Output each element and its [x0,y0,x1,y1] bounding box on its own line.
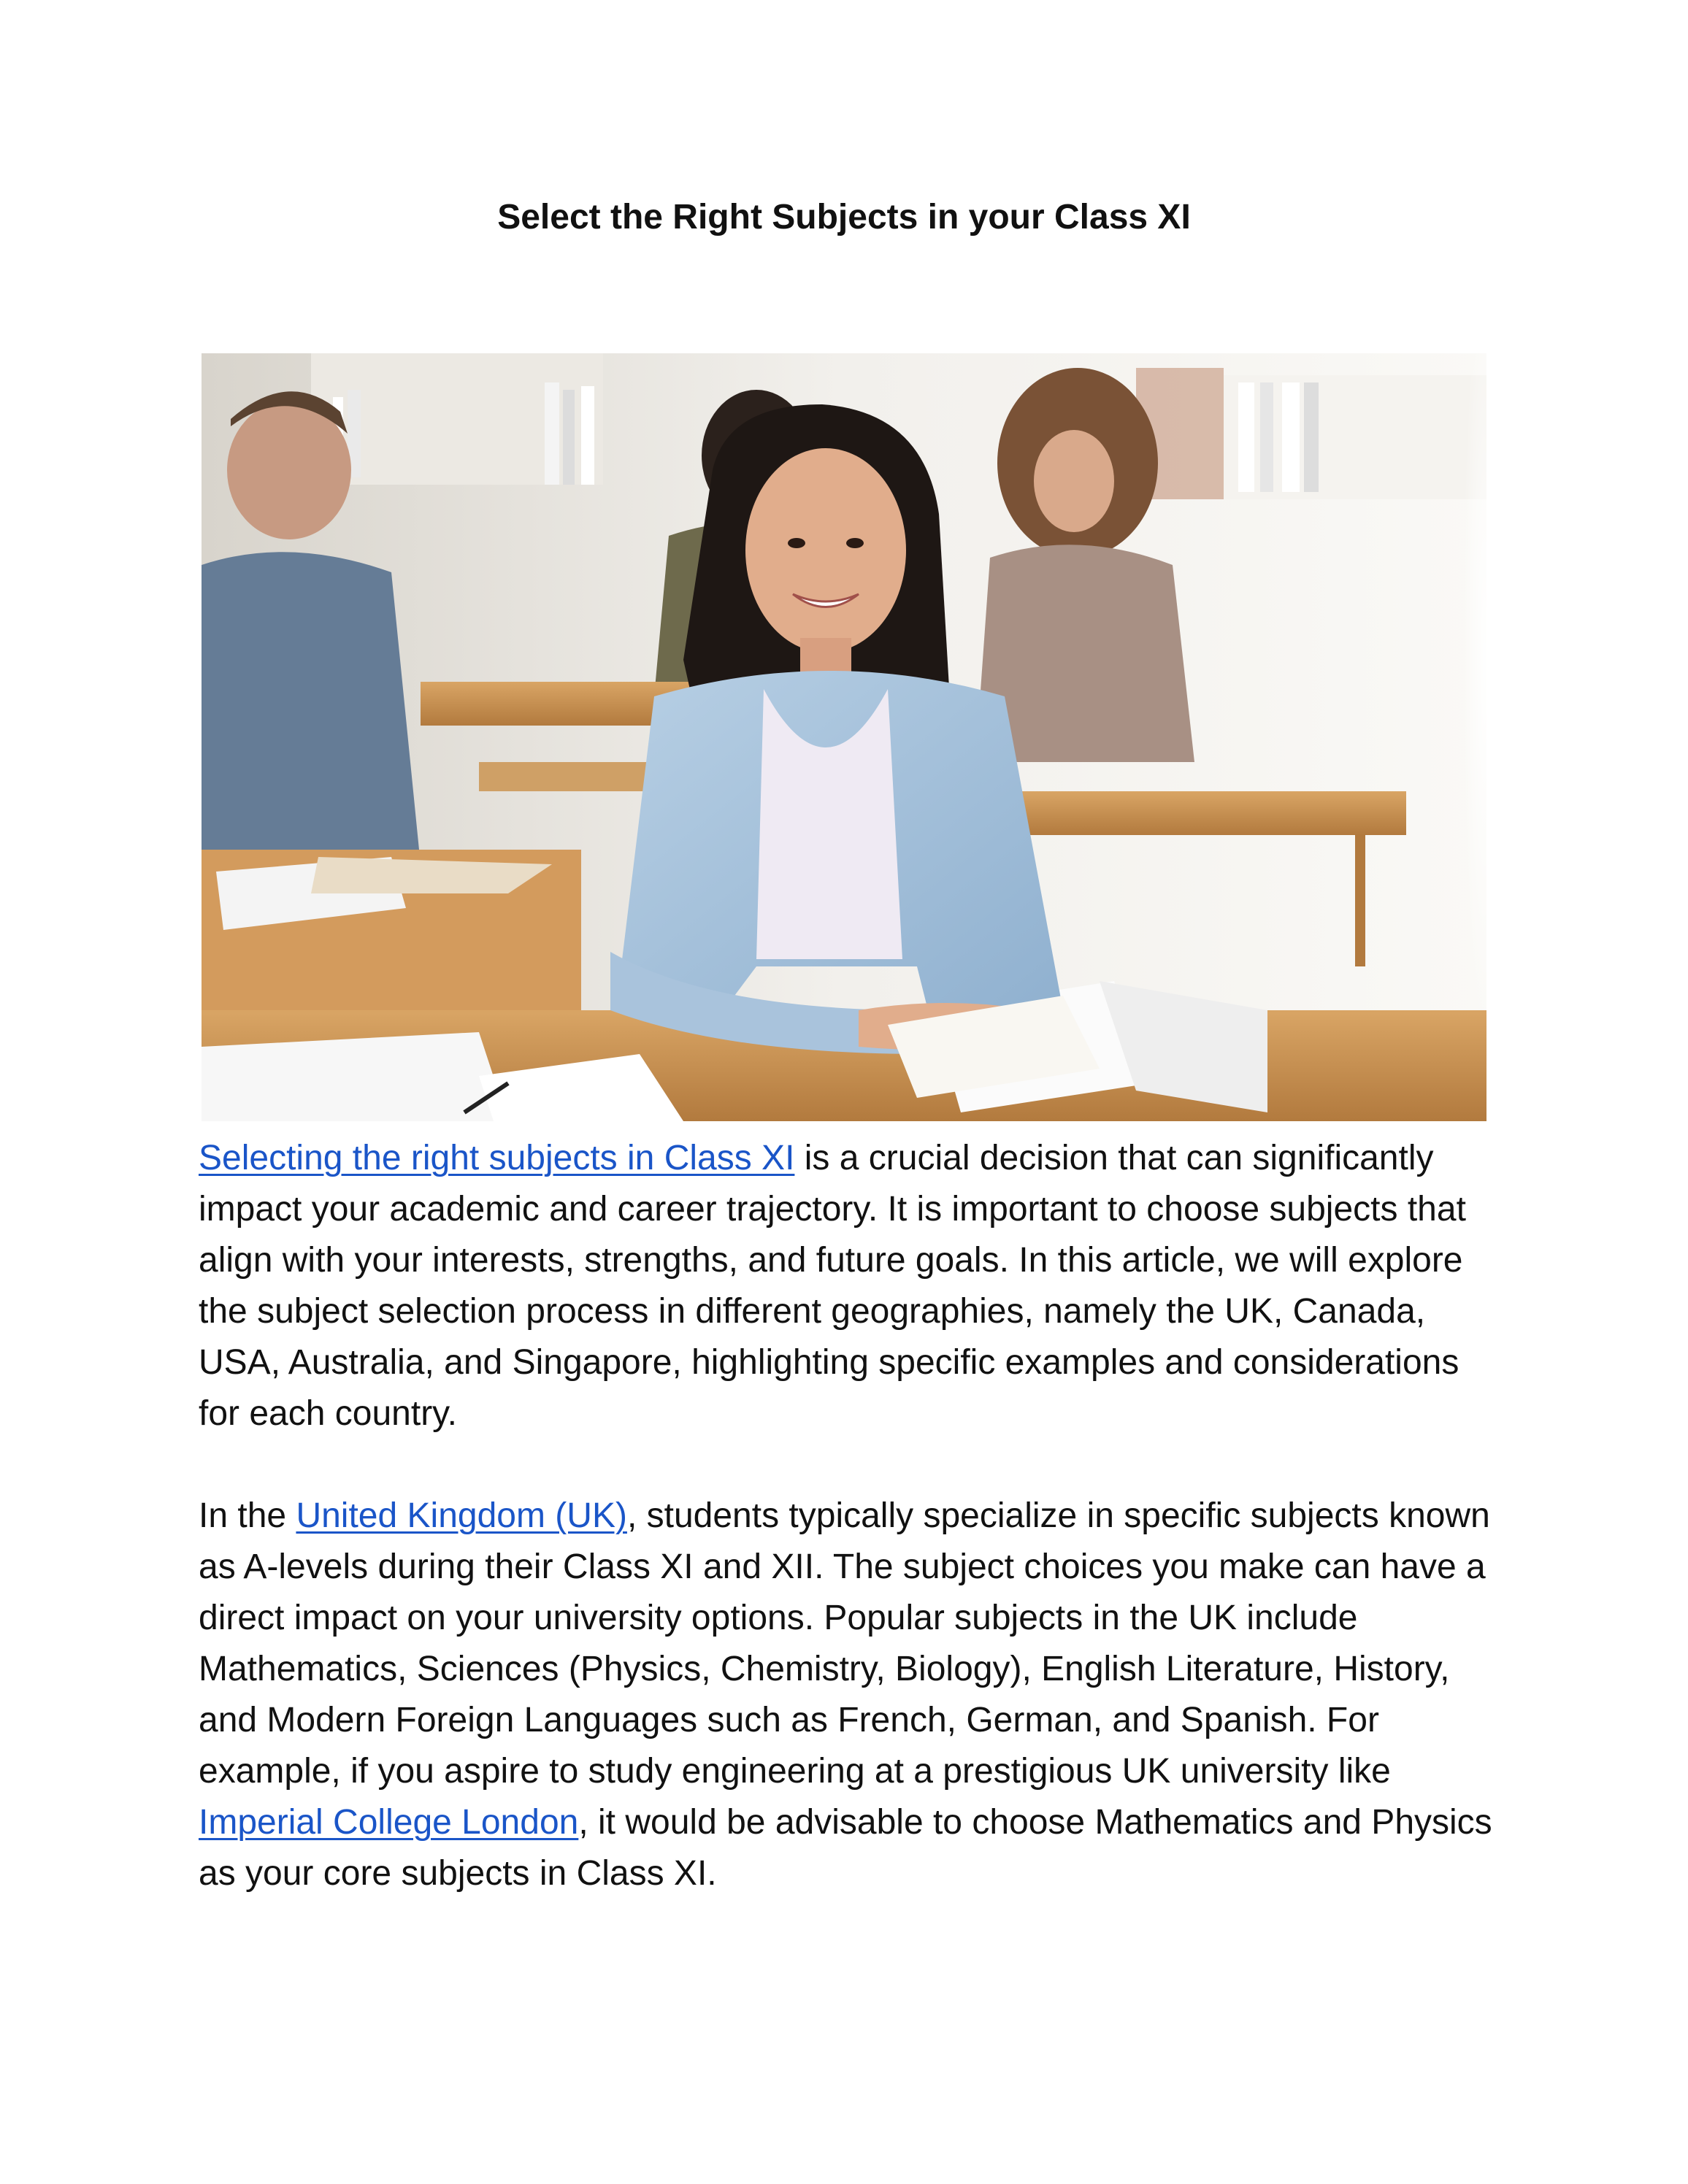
intro-paragraph-text: is a crucial decision that can significantly impact your academic and career trajectory. It is important to choose subjects that align with your interests, strengths, and future goals. In this article, we will explore the subject selection process in different geographies, namely the UK, Canada, USA, Australia, and Singapore, highlighting specific examples and considerations for each country. [199,1139,1466,1433]
uk-paragraph [199,1491,1498,1899]
united-kingdom-link[interactable]: United Kingdom (UK) [296,1496,627,1535]
classroom-photo [202,353,1486,1121]
classroom-photo-illustration [202,353,1486,1121]
uk-paragraph-end: , it would be advisable to choose Mathematics and Physics as your core subjects in Class XI. [199,1803,1492,1893]
uk-paragraph-intro: In the [199,1496,296,1535]
intro-paragraph [199,1133,1498,1439]
uk-paragraph-middle: , students typically specialize in specific subjects known as A-levels during their Class XI and XII. The subject choices you make can have a direct impact on your university options. Popular subjects in the UK include Mathematics, Sciences (Physics, Chemistry, Biology), English Literature, History, and Modern Foreign Languages such as French, German, and Spanish. For example, if you aspire to study engineering at a prestigious UK university like [199,1496,1490,1791]
document-title: Select the Right Subjects in your Class XI [497,198,1191,237]
imperial-college-link[interactable]: Imperial College London [199,1803,579,1842]
selecting-subjects-link[interactable]: Selecting the right subjects in Class XI [199,1139,795,1177]
